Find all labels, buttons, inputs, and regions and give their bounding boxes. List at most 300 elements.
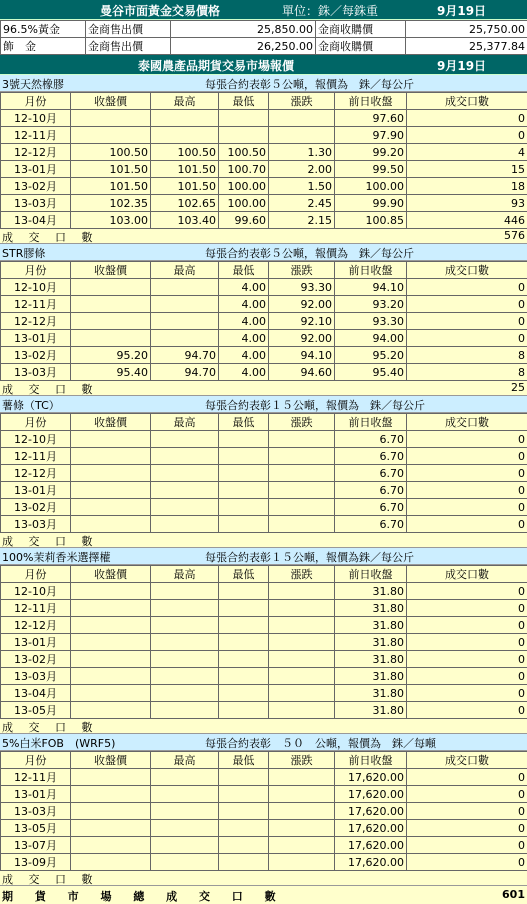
column-header-row: [1, 752, 527, 769]
table-cell: 12-11月: [1, 127, 71, 144]
table-row: [1, 786, 527, 803]
table-cell: [219, 617, 269, 634]
column-header: 成交口數: [407, 752, 527, 769]
table-cell: 12-12月: [1, 617, 71, 634]
table-cell: 13-05月: [1, 820, 71, 837]
table-cell: [151, 617, 219, 634]
table-cell: 12-12月: [1, 465, 71, 482]
gold-table: [0, 20, 527, 55]
table-row: [1, 583, 527, 600]
column-header: 成交口數: [407, 414, 527, 431]
table-row: [1, 161, 527, 178]
table-cell: [151, 634, 219, 651]
table-cell: [219, 854, 269, 871]
table-row: [1, 431, 527, 448]
section-header: [0, 244, 527, 261]
table-cell: 93.20: [335, 296, 407, 313]
table-cell: 13-02月: [1, 178, 71, 195]
table-cell: 0: [407, 313, 527, 330]
table-cell: [269, 482, 335, 499]
table-cell: 101.50: [151, 161, 219, 178]
column-header: 漲跌: [269, 414, 335, 431]
section-header: [0, 548, 527, 565]
futures-date: 9月19日: [437, 57, 486, 74]
section-name: 3號天然橡膠: [2, 76, 64, 92]
table-cell: [219, 482, 269, 499]
table-cell: 100.00: [335, 178, 407, 195]
table-cell: [219, 786, 269, 803]
table-cell: [151, 803, 219, 820]
table-row: [1, 837, 527, 854]
table-cell: [269, 127, 335, 144]
table-cell: [71, 617, 151, 634]
table-cell: 0: [407, 651, 527, 668]
volume-label: 成 交 口 數: [2, 381, 99, 397]
table-cell: [151, 448, 219, 465]
table-cell: 100.85: [335, 212, 407, 229]
gold-buy-label: 金商收購價: [316, 21, 406, 38]
table-cell: 100.50: [151, 144, 219, 161]
table-cell: 99.90: [335, 195, 407, 212]
table-cell: 95.40: [71, 364, 151, 381]
table-row: [1, 347, 527, 364]
gold-sell-price: 26,250.00: [171, 38, 316, 55]
table-row: [1, 769, 527, 786]
table-cell: 12-10月: [1, 279, 71, 296]
table-cell: 17,620.00: [335, 837, 407, 854]
table-cell: [71, 651, 151, 668]
table-cell: 18: [407, 178, 527, 195]
table-cell: 6.70: [335, 516, 407, 533]
section-header: [0, 75, 527, 92]
table-cell: 12-12月: [1, 144, 71, 161]
table-cell: 17,620.00: [335, 820, 407, 837]
table-cell: 100.50: [219, 144, 269, 161]
table-cell: 94.10: [335, 279, 407, 296]
futures-total-row: [0, 886, 527, 904]
gold-title: 曼谷市面黃金交易價格: [100, 2, 220, 19]
column-header: 最高: [151, 262, 219, 279]
table-cell: [71, 448, 151, 465]
futures-title: 泰國農產品期貨交易市場報價: [138, 57, 294, 74]
table-row: [1, 685, 527, 702]
column-header: 收盤價: [71, 752, 151, 769]
table-cell: [269, 600, 335, 617]
table-cell: 100.70: [219, 161, 269, 178]
table-row: [1, 634, 527, 651]
table-cell: 4.00: [219, 313, 269, 330]
table-cell: 2.15: [269, 212, 335, 229]
column-header: 月份: [1, 93, 71, 110]
table-cell: [269, 448, 335, 465]
volume-label: 成 交 口 數: [2, 229, 99, 245]
table-cell: [269, 431, 335, 448]
table-cell: [219, 820, 269, 837]
table-cell: [219, 803, 269, 820]
table-cell: [269, 668, 335, 685]
table-cell: 13-03月: [1, 364, 71, 381]
table-cell: 101.50: [71, 161, 151, 178]
table-cell: 6.70: [335, 448, 407, 465]
table-cell: 31.80: [335, 583, 407, 600]
table-cell: 1.30: [269, 144, 335, 161]
table-cell: [71, 668, 151, 685]
table-cell: [219, 668, 269, 685]
section-spec: 每張合約表彰 ５０ 公噸，報價為 銖／每噸: [205, 735, 436, 751]
table-cell: [151, 465, 219, 482]
table-cell: 97.60: [335, 110, 407, 127]
column-header-row: [1, 262, 527, 279]
column-header: 前日收盤: [335, 262, 407, 279]
table-cell: 13-01月: [1, 786, 71, 803]
table-cell: 0: [407, 803, 527, 820]
gold-row: [1, 38, 527, 55]
table-cell: 0: [407, 820, 527, 837]
table-cell: [269, 685, 335, 702]
table-cell: [71, 837, 151, 854]
quote-table: [0, 565, 527, 719]
table-cell: 103.00: [71, 212, 151, 229]
table-cell: [219, 583, 269, 600]
quote-table: [0, 261, 527, 381]
table-cell: 0: [407, 668, 527, 685]
table-cell: 101.50: [151, 178, 219, 195]
table-cell: 2.45: [269, 195, 335, 212]
section-volume-row: [0, 229, 527, 244]
table-cell: [151, 330, 219, 347]
table-cell: 12-10月: [1, 431, 71, 448]
table-cell: 0: [407, 110, 527, 127]
column-header: 漲跌: [269, 262, 335, 279]
table-cell: 0: [407, 516, 527, 533]
table-cell: 31.80: [335, 600, 407, 617]
column-header: 最低: [219, 93, 269, 110]
table-cell: 101.50: [71, 178, 151, 195]
table-cell: 31.80: [335, 617, 407, 634]
column-header: 最高: [151, 93, 219, 110]
table-cell: [151, 279, 219, 296]
table-cell: 94.00: [335, 330, 407, 347]
table-cell: 0: [407, 786, 527, 803]
gold-sell-label: 金商售出價: [86, 38, 171, 55]
table-cell: 31.80: [335, 651, 407, 668]
column-header: 最低: [219, 262, 269, 279]
table-cell: 446: [407, 212, 527, 229]
column-header: 最低: [219, 414, 269, 431]
gold-type: 96.5%黃金: [1, 21, 86, 38]
table-cell: 0: [407, 702, 527, 719]
table-cell: [71, 499, 151, 516]
column-header: 漲跌: [269, 566, 335, 583]
section-name: 薯條（TC）: [2, 397, 60, 413]
section-spec: 每張合約表彰５公噸，報價為 銖／每公斤: [205, 245, 414, 261]
table-cell: 100.00: [219, 195, 269, 212]
table-cell: 97.90: [335, 127, 407, 144]
table-cell: [151, 702, 219, 719]
table-cell: [269, 769, 335, 786]
table-cell: [269, 854, 335, 871]
table-cell: [151, 516, 219, 533]
volume-value: 576: [504, 229, 525, 242]
table-cell: 95.20: [335, 347, 407, 364]
table-cell: 13-03月: [1, 668, 71, 685]
table-cell: 12-10月: [1, 583, 71, 600]
table-cell: [71, 482, 151, 499]
column-header: 收盤價: [71, 93, 151, 110]
table-cell: [269, 499, 335, 516]
table-cell: 6.70: [335, 465, 407, 482]
table-cell: [151, 668, 219, 685]
column-header: 最高: [151, 414, 219, 431]
gold-type: 飾 金: [1, 38, 86, 55]
table-cell: 13-07月: [1, 837, 71, 854]
futures-sections: [0, 75, 527, 886]
table-cell: 17,620.00: [335, 803, 407, 820]
table-cell: [219, 127, 269, 144]
column-header: 前日收盤: [335, 414, 407, 431]
table-cell: [71, 313, 151, 330]
column-header: 月份: [1, 566, 71, 583]
table-cell: [269, 583, 335, 600]
table-cell: 4.00: [219, 330, 269, 347]
column-header-row: [1, 414, 527, 431]
gold-row: [1, 21, 527, 38]
table-cell: 13-04月: [1, 212, 71, 229]
column-header: 成交口數: [407, 262, 527, 279]
table-row: [1, 330, 527, 347]
futures-total-value: 601: [502, 888, 525, 901]
table-cell: 17,620.00: [335, 769, 407, 786]
table-row: [1, 313, 527, 330]
quote-table: [0, 751, 527, 871]
table-cell: [219, 110, 269, 127]
table-row: [1, 651, 527, 668]
table-cell: [71, 854, 151, 871]
table-cell: [269, 837, 335, 854]
table-cell: [269, 702, 335, 719]
quote-table: [0, 413, 527, 533]
futures-header: [0, 55, 527, 75]
table-cell: [219, 837, 269, 854]
table-cell: 13-03月: [1, 803, 71, 820]
section-volume-row: [0, 719, 527, 734]
table-cell: 0: [407, 448, 527, 465]
gold-buy-price: 25,377.84: [406, 38, 527, 55]
column-header: 月份: [1, 752, 71, 769]
column-header: 最低: [219, 566, 269, 583]
table-cell: [151, 482, 219, 499]
table-cell: 94.70: [151, 347, 219, 364]
table-cell: 12-11月: [1, 600, 71, 617]
table-cell: 0: [407, 854, 527, 871]
table-cell: [219, 600, 269, 617]
table-cell: 0: [407, 465, 527, 482]
column-header: 最高: [151, 566, 219, 583]
table-cell: [71, 583, 151, 600]
table-cell: 0: [407, 431, 527, 448]
table-row: [1, 600, 527, 617]
gold-unit: 單位：銖／每銖重: [282, 2, 378, 19]
table-cell: 0: [407, 482, 527, 499]
column-header: 最低: [219, 752, 269, 769]
table-cell: [269, 634, 335, 651]
table-cell: 0: [407, 685, 527, 702]
table-cell: 100.50: [71, 144, 151, 161]
table-cell: [269, 786, 335, 803]
table-cell: 93.30: [335, 313, 407, 330]
table-cell: [269, 617, 335, 634]
column-header: 漲跌: [269, 93, 335, 110]
table-cell: 100.00: [219, 178, 269, 195]
table-cell: [219, 634, 269, 651]
table-cell: 17,620.00: [335, 786, 407, 803]
table-cell: 103.40: [151, 212, 219, 229]
column-header: 月份: [1, 262, 71, 279]
table-cell: [151, 837, 219, 854]
table-cell: [151, 854, 219, 871]
table-cell: 92.00: [269, 330, 335, 347]
section-spec: 每張合約表彰１５公噸，報價為銖／每公斤: [205, 549, 414, 565]
table-cell: 15: [407, 161, 527, 178]
table-cell: [71, 600, 151, 617]
table-cell: [71, 110, 151, 127]
table-cell: [71, 296, 151, 313]
table-row: [1, 110, 527, 127]
table-row: [1, 702, 527, 719]
table-cell: [71, 820, 151, 837]
table-cell: [219, 431, 269, 448]
section-name: STR膠條: [2, 245, 45, 261]
table-cell: 0: [407, 127, 527, 144]
gold-date: 9月19日: [437, 2, 486, 19]
gold-sell-label: 金商售出價: [86, 21, 171, 38]
table-cell: [71, 634, 151, 651]
table-row: [1, 195, 527, 212]
table-row: [1, 144, 527, 161]
table-cell: 92.00: [269, 296, 335, 313]
table-cell: [151, 769, 219, 786]
table-cell: [71, 431, 151, 448]
column-header: 前日收盤: [335, 752, 407, 769]
table-cell: 94.60: [269, 364, 335, 381]
table-cell: [151, 820, 219, 837]
table-cell: 6.70: [335, 482, 407, 499]
table-cell: [151, 651, 219, 668]
section-name: 100%茉莉香米選擇權: [2, 549, 110, 565]
section-volume-row: [0, 381, 527, 396]
table-cell: 13-01月: [1, 634, 71, 651]
table-cell: 12-12月: [1, 313, 71, 330]
table-row: [1, 296, 527, 313]
table-row: [1, 465, 527, 482]
table-cell: [269, 820, 335, 837]
table-cell: 99.50: [335, 161, 407, 178]
table-cell: 13-03月: [1, 516, 71, 533]
table-row: [1, 803, 527, 820]
gold-sell-price: 25,850.00: [171, 21, 316, 38]
table-cell: [151, 600, 219, 617]
table-cell: 95.40: [335, 364, 407, 381]
volume-label: 成 交 口 數: [2, 871, 99, 887]
table-cell: 94.70: [151, 364, 219, 381]
table-row: [1, 820, 527, 837]
column-header: 成交口數: [407, 93, 527, 110]
table-cell: 99.60: [219, 212, 269, 229]
futures-total-label: 期 貨 市 場 總 成 交 口 數: [2, 888, 285, 904]
table-row: [1, 668, 527, 685]
table-cell: [71, 702, 151, 719]
table-cell: [71, 330, 151, 347]
quote-table: [0, 92, 527, 229]
table-cell: [71, 127, 151, 144]
table-cell: 13-02月: [1, 651, 71, 668]
table-cell: 94.10: [269, 347, 335, 364]
table-cell: 6.70: [335, 431, 407, 448]
table-cell: 4.00: [219, 347, 269, 364]
section-header: [0, 396, 527, 413]
table-cell: [219, 651, 269, 668]
table-cell: 0: [407, 583, 527, 600]
table-cell: 13-02月: [1, 347, 71, 364]
column-header-row: [1, 93, 527, 110]
table-row: [1, 178, 527, 195]
column-header: 收盤價: [71, 262, 151, 279]
table-cell: 31.80: [335, 702, 407, 719]
volume-label: 成 交 口 數: [2, 719, 99, 735]
section-spec: 每張合約表彰５公噸，報價為 銖／每公斤: [205, 76, 414, 92]
table-cell: 4.00: [219, 279, 269, 296]
table-cell: 0: [407, 634, 527, 651]
column-header: 漲跌: [269, 752, 335, 769]
gold-buy-label: 金商收購價: [316, 38, 406, 55]
table-cell: 4.00: [219, 296, 269, 313]
table-cell: 8: [407, 347, 527, 364]
table-cell: [219, 448, 269, 465]
table-cell: 4.00: [219, 364, 269, 381]
table-row: [1, 448, 527, 465]
table-cell: 0: [407, 279, 527, 296]
table-cell: 13-05月: [1, 702, 71, 719]
table-cell: 0: [407, 617, 527, 634]
column-header: 前日收盤: [335, 566, 407, 583]
table-row: [1, 617, 527, 634]
table-cell: 0: [407, 330, 527, 347]
section-header: [0, 734, 527, 751]
table-cell: 13-02月: [1, 499, 71, 516]
table-row: [1, 854, 527, 871]
table-cell: 102.65: [151, 195, 219, 212]
table-row: [1, 279, 527, 296]
table-cell: [71, 516, 151, 533]
table-cell: 12-11月: [1, 296, 71, 313]
table-cell: [269, 516, 335, 533]
table-cell: 12-10月: [1, 110, 71, 127]
table-cell: 31.80: [335, 685, 407, 702]
table-cell: 102.35: [71, 195, 151, 212]
volume-value: 25: [511, 381, 525, 394]
table-cell: [151, 110, 219, 127]
table-row: [1, 499, 527, 516]
table-row: [1, 212, 527, 229]
table-cell: 12-11月: [1, 769, 71, 786]
column-header: 月份: [1, 414, 71, 431]
table-cell: 0: [407, 296, 527, 313]
table-cell: [71, 803, 151, 820]
table-cell: 93.30: [269, 279, 335, 296]
table-cell: 99.20: [335, 144, 407, 161]
table-cell: 17,620.00: [335, 854, 407, 871]
table-cell: [219, 685, 269, 702]
